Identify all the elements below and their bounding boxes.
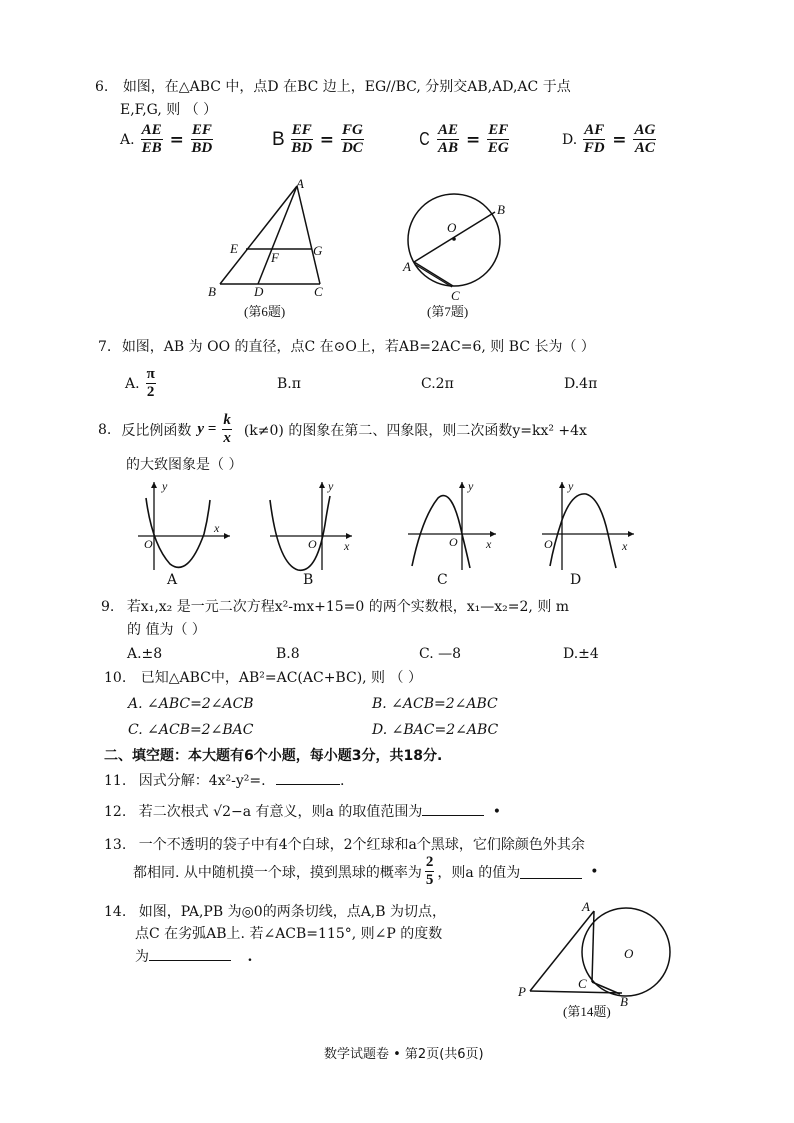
q8-graph-a[interactable] (132, 478, 232, 576)
label-c: C (578, 976, 587, 991)
q8-stem (98, 412, 587, 447)
option-letter: C (419, 129, 430, 149)
figure-6-triangle (200, 176, 340, 324)
q13-line2a: 都相同. 从中随机摸一个球，摸到黑球的概率为 (133, 864, 422, 881)
q9-option-c[interactable]: C. —8 (419, 646, 462, 662)
q8-stem-line2: 的大致图象是（ ） (126, 457, 243, 473)
q7-option-a[interactable] (125, 366, 156, 401)
svg-text:x: x (622, 539, 628, 553)
q7-option-b[interactable]: B.π (277, 376, 301, 392)
label-a: A (582, 899, 590, 914)
label-a: A (403, 259, 411, 274)
svg-text:y: y (468, 479, 474, 493)
q8-graph-label-b: B (303, 572, 314, 588)
q12 (104, 801, 501, 821)
label-g: G (313, 243, 323, 258)
q10-option-a[interactable]: A. ∠ABC=2∠ACB (128, 696, 254, 712)
fraction: $\frac{AF}{FD}$ (583, 122, 605, 156)
option-letter: D. (562, 131, 578, 148)
label-b: B (497, 202, 505, 217)
q8-graph-b[interactable] (264, 478, 364, 576)
q10-option-b[interactable]: B. ∠ACB=2∠ABC (372, 696, 498, 712)
q13-tail: • (590, 863, 599, 880)
figure-14-caption: (第14题) (563, 1004, 611, 1019)
q8-stem-b: (k≠0) 的图象在第二、四象限，则二次函数y=kx² +4x (243, 422, 587, 439)
q13-line1-text: 一个不透明的袋子中有4个白球，2个红球和a个黑球，它们除颜色外其余 (138, 837, 585, 853)
q7-stem (98, 336, 595, 356)
q14-line3-text: 为 (135, 949, 149, 965)
fraction: $\frac{\pi}{2}$ (146, 366, 155, 400)
q6-option-b[interactable]: B $\frac{EF}{BD}$ = $\frac{FG}{DC}$ (272, 122, 363, 156)
q14-answer-blank[interactable] (149, 960, 231, 961)
func-y: y = (197, 421, 217, 437)
figure-7-caption: (第7题) (427, 304, 469, 319)
q7-stem-text: 如图，AB 为 OO 的直径，点C 在⊙O上，若AB=2AC=6, 则 BC 长为（ ） (121, 339, 595, 355)
q12-tail: • (492, 804, 502, 820)
svg-text:y: y (328, 479, 334, 493)
page-footer: 数学试题卷 • 第2页(共6页) (324, 1047, 484, 1062)
q14-line3 (135, 946, 252, 966)
q14-number: 14. (104, 904, 127, 920)
q8-graph-c[interactable] (404, 478, 504, 576)
q9-stem-text: 若x₁,x₂ 是一元二次方程x²-mx+15=0 的两个实数根，x₁—x₂=2, 则 m (126, 599, 570, 615)
label-b: B (208, 284, 216, 299)
fraction: $\frac{2}{5}$ (425, 854, 434, 888)
svg-text:x: x (486, 537, 492, 551)
q12-number: 12. (104, 804, 127, 820)
figure-7-circle (398, 186, 518, 324)
fraction: $\frac{AE}{EB}$ (141, 122, 162, 156)
svg-text:y: y (162, 479, 168, 493)
label-c: C (451, 288, 460, 303)
q14-line1 (104, 901, 446, 921)
q8-number: 8. (98, 421, 112, 438)
q6-option-d[interactable]: D. $\frac{AF}{FD}$ = $\frac{AG}{AC}$ (562, 122, 656, 156)
label-b: B (620, 994, 628, 1009)
svg-text:O: O (144, 537, 153, 551)
q8-graph-label-c: C (437, 572, 448, 588)
q13-number: 13. (104, 837, 127, 853)
q8-graph-label-a: A (167, 572, 178, 588)
q14-line2: 点C 在劣弧AB上. 若∠ACB=115°, 则∠P 的度数 (135, 926, 443, 942)
q10-stem-text: 已知△ABC中，AB²=AC(AC+BC), 则 （ ） (140, 670, 422, 686)
q9-option-d[interactable]: D.±4 (563, 646, 599, 662)
q6-stem-line1: 如图，在△ABC 中，点D 在BC 边上，EG//BC, 分别交AB,AD,AC 于点 (122, 79, 571, 95)
q10-option-c[interactable]: C. ∠ACB=2∠BAC (128, 722, 254, 738)
q12-stem: 若二次根式 √2−a 有意义，则a 的取值范围为 (138, 804, 423, 820)
q7-option-d[interactable]: D.4π (564, 376, 598, 392)
option-letter: A. (120, 131, 135, 148)
q13-line1 (104, 834, 585, 854)
fraction: $\frac{AE}{AB}$ (438, 122, 459, 156)
label-p: P (518, 984, 526, 999)
fraction: $\frac{FG}{DC}$ (341, 122, 363, 156)
q7-option-c[interactable]: C.2π (421, 376, 454, 392)
q12-answer-blank[interactable] (422, 815, 484, 816)
svg-text:O: O (544, 537, 553, 551)
q7-number: 7. (98, 339, 112, 355)
label-c: C (314, 284, 323, 299)
fraction: $\frac{EF}{BD}$ (191, 122, 213, 156)
label-o: O (447, 220, 457, 235)
q6-stem-line2: E,F,G, 则 （ ） (120, 102, 218, 118)
option-letter: A. (125, 375, 140, 392)
q9-number: 9. (101, 599, 115, 615)
q9-option-b[interactable]: B.8 (276, 646, 300, 662)
q6-option-a[interactable]: A. $\frac{AE}{EB}$ = $\frac{EF}{BD}$ (120, 122, 213, 156)
svg-text:O: O (449, 535, 458, 549)
q11-tail: . (340, 773, 345, 789)
q8-graph-label-d: D (570, 572, 582, 588)
q11-stem: 因式分解：4x²-y²=. (138, 773, 266, 789)
q14-tail: . (247, 949, 253, 965)
section-2-heading: 二、填空题：本大题有6个小题，每小题3分，共18分. (104, 748, 443, 764)
label-o: O (624, 946, 634, 961)
q14-line1-text: 如图，PA,PB 为◎0的两条切线，点A,B 为切点， (138, 904, 446, 920)
q13-line2b: ，则a 的值为 (437, 864, 521, 881)
q9-stem-line2: 的 值为（ ） (127, 622, 206, 638)
label-d: D (254, 284, 264, 299)
q8-graph-d[interactable] (538, 478, 638, 576)
fraction: $\frac{EF}{BD}$ (291, 122, 313, 156)
label-a: A (296, 176, 304, 191)
fraction: $\frac{AG}{AC}$ (634, 122, 656, 156)
q11-number: 11. (104, 773, 127, 789)
svg-text:x: x (214, 521, 220, 535)
q11 (104, 770, 344, 790)
label-f: F (271, 250, 279, 265)
q13-answer-blank[interactable] (520, 864, 582, 879)
fraction: $\frac{EF}{EG}$ (487, 122, 509, 156)
q6-stem (95, 76, 571, 96)
q6-option-c[interactable]: C $\frac{AE}{AB}$ = $\frac{EF}{EG}$ (419, 122, 509, 156)
svg-text:x: x (344, 539, 350, 553)
q6-number: 6. (95, 79, 109, 95)
svg-text:y: y (568, 479, 574, 493)
q8-stem-a: 反比例函数 (121, 422, 192, 439)
figure-6-caption: (第6题) (244, 304, 286, 319)
fraction: $\frac{k}{x}$ (223, 412, 231, 446)
q13-line2 (133, 854, 598, 889)
q10-number: 10. (104, 670, 127, 686)
q9-option-a[interactable]: A.±8 (127, 646, 163, 662)
q11-answer-blank[interactable] (276, 784, 340, 785)
q10-option-d[interactable]: D. ∠BAC=2∠ABC (372, 722, 499, 738)
q9-stem (101, 596, 569, 616)
option-letter: B (272, 128, 285, 150)
label-e: E (230, 241, 238, 256)
figure-14-tangents (512, 896, 682, 1024)
svg-text:O: O (308, 537, 317, 551)
q10-stem (104, 667, 422, 687)
